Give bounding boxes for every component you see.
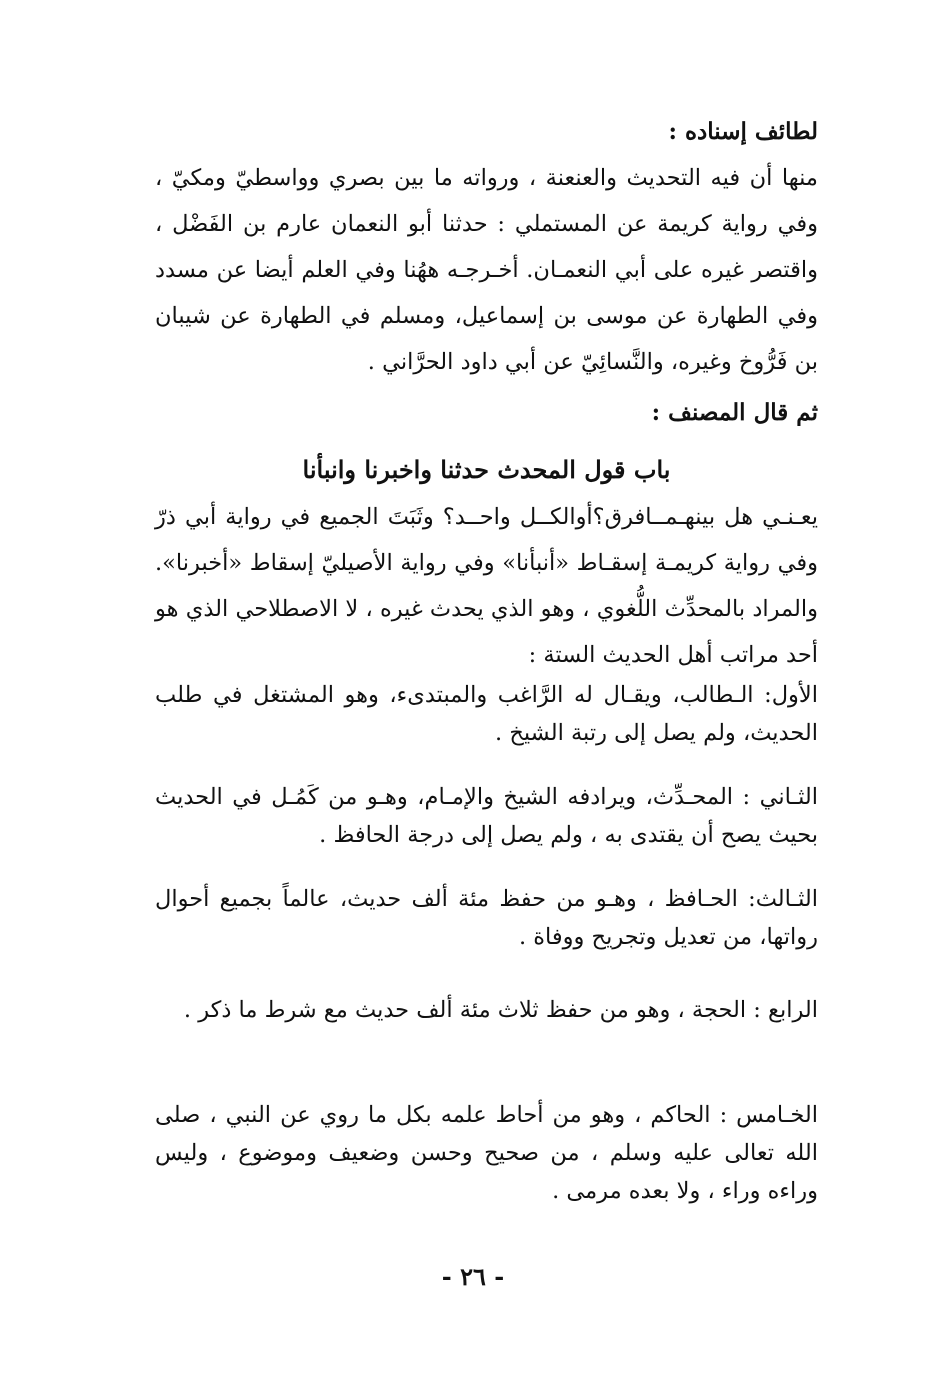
rank-fourth: الرابع : الحجة ، وهو من حفظ ثلاث مئة ألف حديث مع شرط ما ذكر .	[183, 997, 818, 1023]
section-heading: لطائف إسناده :	[668, 118, 818, 145]
explanation-paragraph: يعـنـي هل بينهـمــافرق؟أوالكــل واحــد؟ وثَبَتَ الجميع في رواية أبي ذرّ وفي رواية كريمـة إسقـاط «أنبأنا» وفي رواية الأصيليّ إسقاط «أخبرنا». والمراد بالمحدِّث اللُّغوي ، وهو الذي يحدث غيره ، لا الاصطلاحي الذي هو أحد مراتب أهل الحديث الستة :	[155, 504, 818, 668]
chapter-title: باب قول المحدث حدثنا واخبرنا وانبأنا	[302, 455, 671, 484]
isnad-paragraph: منها أن فيه التحديث والعنعنة ، ورواته ما بين بصري وواسطيّ ومكيّ ، وفي رواية كريمة عن المستملي : حدثنا أبو النعمان عارم بن الفَضْل ، واقتصر غيره على أبي النعمـان. أخـرجـه ههُنا وفي العلم أيضا عن مسدد وفي الطهارة عن موسى بن إسماعيل، ومسلم في الطهارة عن شيبان بن فَرُّوخ وغيره، والنَّسائِيّ عن أبي داود الحرَّاني .	[155, 165, 818, 375]
author-said-heading: ثم قال المصنف :	[651, 399, 818, 426]
rank-second: الثـاني : المحـدِّث، ويرادفه الشيخ والإمـام، وهـو من كَمُـل في الحديث بحيث يصح أن يقتدى به ، ولم يصل إلى درجة الحافظ .	[155, 784, 818, 848]
page-number: - ٢٦ -	[441, 1262, 505, 1291]
rank-fifth: الخـامس : الحاكم ، وهو من أحاط علمه بكل ما روي عن النبي ، صلى الله تعالى عليه وسلم ، من صحيح وحسن وضعيف وموضوع ، وليس وراءه وراء ، ولا بعده مرمى .	[155, 1102, 818, 1204]
rank-third: الثـالث: الحـافظ ، وهـو من حفظ مئة ألف حديث، عالماً بجميع أحوال رواتها، من تعديل وتجريح ووفاة .	[155, 886, 818, 950]
rank-first: الأول: الـطالب، ويقـال له الرَّاغب والمبتدىء، وهو المشتغل في طلب الحديث، ولم يصل إلى رتبة الشيخ .	[155, 682, 818, 746]
